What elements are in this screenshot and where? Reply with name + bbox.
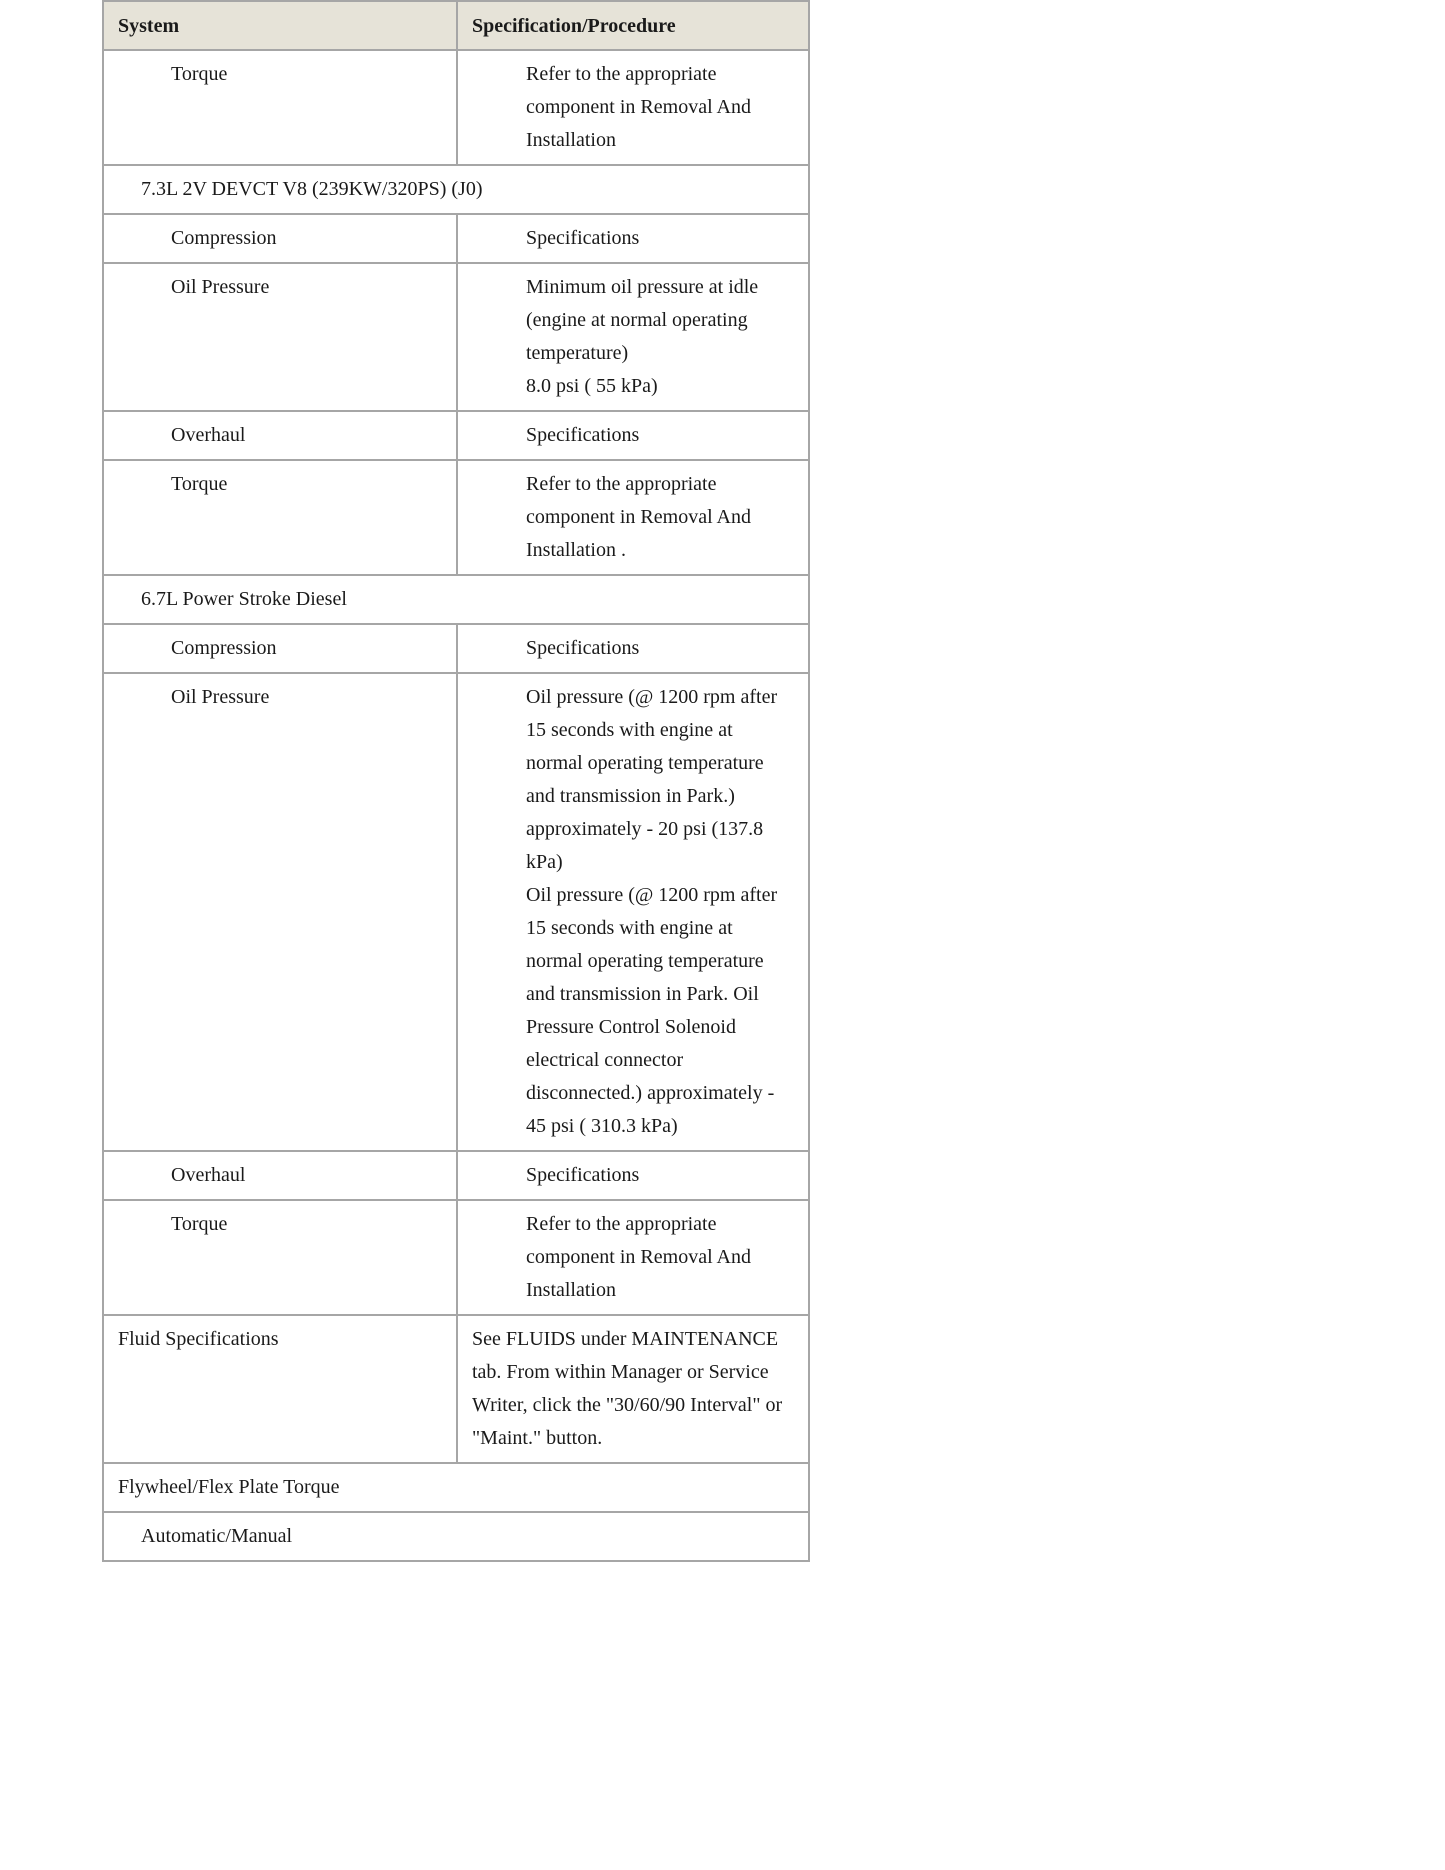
group-heading: 6.7L Power Stroke Diesel — [103, 575, 809, 624]
header-system: System — [103, 1, 457, 50]
table-row — [103, 263, 809, 411]
group-heading: 7.3L 2V DEVCT V8 (239KW/320PS) (J0) — [103, 165, 809, 214]
table-row — [103, 624, 809, 673]
table-row — [103, 165, 809, 214]
table-body — [103, 50, 809, 1561]
header-spec: Specification/Procedure — [457, 1, 809, 50]
spec-cell — [457, 1151, 809, 1200]
spec-table — [102, 0, 810, 1562]
spec-text: Oil pressure (@ 1200 rpm after 15 seconds with engine at normal operating temperature and transmission in Park.) approximately - 20 psi (137.8 kPa) — [526, 686, 778, 873]
spec-text: Refer to the appropriate component in Removal And Installation . — [526, 473, 751, 561]
table-row — [103, 575, 809, 624]
table-row — [103, 673, 809, 1151]
table-row — [103, 1463, 809, 1512]
spec-cell — [457, 624, 809, 673]
table-row — [103, 1315, 809, 1463]
section-heading: Flywheel/Flex Plate Torque — [103, 1463, 809, 1512]
table-row — [103, 1151, 809, 1200]
spec-cell — [457, 411, 809, 460]
table-row — [103, 1512, 809, 1561]
system-cell: Compression — [103, 624, 457, 673]
spec-text: Specifications — [526, 424, 640, 446]
system-cell: Oil Pressure — [103, 263, 457, 411]
spec-cell — [457, 1315, 809, 1463]
spec-cell — [457, 1200, 809, 1315]
spec-text: 8.0 psi ( 55 kPa) — [526, 375, 658, 397]
table-row — [103, 460, 809, 575]
spec-cell — [457, 263, 809, 411]
system-cell: Overhaul — [103, 1151, 457, 1200]
spec-cell — [457, 673, 809, 1151]
table-header — [103, 1, 809, 50]
spec-cell — [457, 214, 809, 263]
spec-text: Specifications — [526, 1164, 640, 1186]
table-row — [103, 411, 809, 460]
spec-text: Specifications — [526, 227, 640, 249]
spec-cell — [457, 460, 809, 575]
spec-text: Specifications — [526, 637, 640, 659]
spec-text: See FLUIDS under MAINTENANCE tab. From within Manager or Service Writer, click the "30/60/90 Interval" or "Maint." button. — [472, 1328, 783, 1449]
spec-cell — [457, 50, 809, 165]
spec-text: Oil pressure (@ 1200 rpm after 15 seconds with engine at normal operating temperature and transmission in Park. Oil Pressure Control Solenoid electrical connector disconnected.) approximately - 45 psi ( 310.3 kPa) — [526, 884, 778, 1137]
spec-text: Refer to the appropriate component in Removal And Installation — [526, 63, 751, 151]
system-cell: Fluid Specifications — [103, 1315, 457, 1463]
system-cell: Oil Pressure — [103, 673, 457, 1151]
system-cell: Torque — [103, 50, 457, 165]
table-row — [103, 1200, 809, 1315]
spec-text: Refer to the appropriate component in Removal And Installation — [526, 1213, 751, 1301]
header-row — [103, 1, 809, 50]
system-cell: Compression — [103, 214, 457, 263]
system-cell: Overhaul — [103, 411, 457, 460]
spec-text: Minimum oil pressure at idle (engine at normal operating temperature) — [526, 276, 759, 364]
table-row — [103, 214, 809, 263]
table-row — [103, 50, 809, 165]
system-cell: Torque — [103, 1200, 457, 1315]
system-cell: Torque — [103, 460, 457, 575]
group-heading: Automatic/Manual — [103, 1512, 809, 1561]
